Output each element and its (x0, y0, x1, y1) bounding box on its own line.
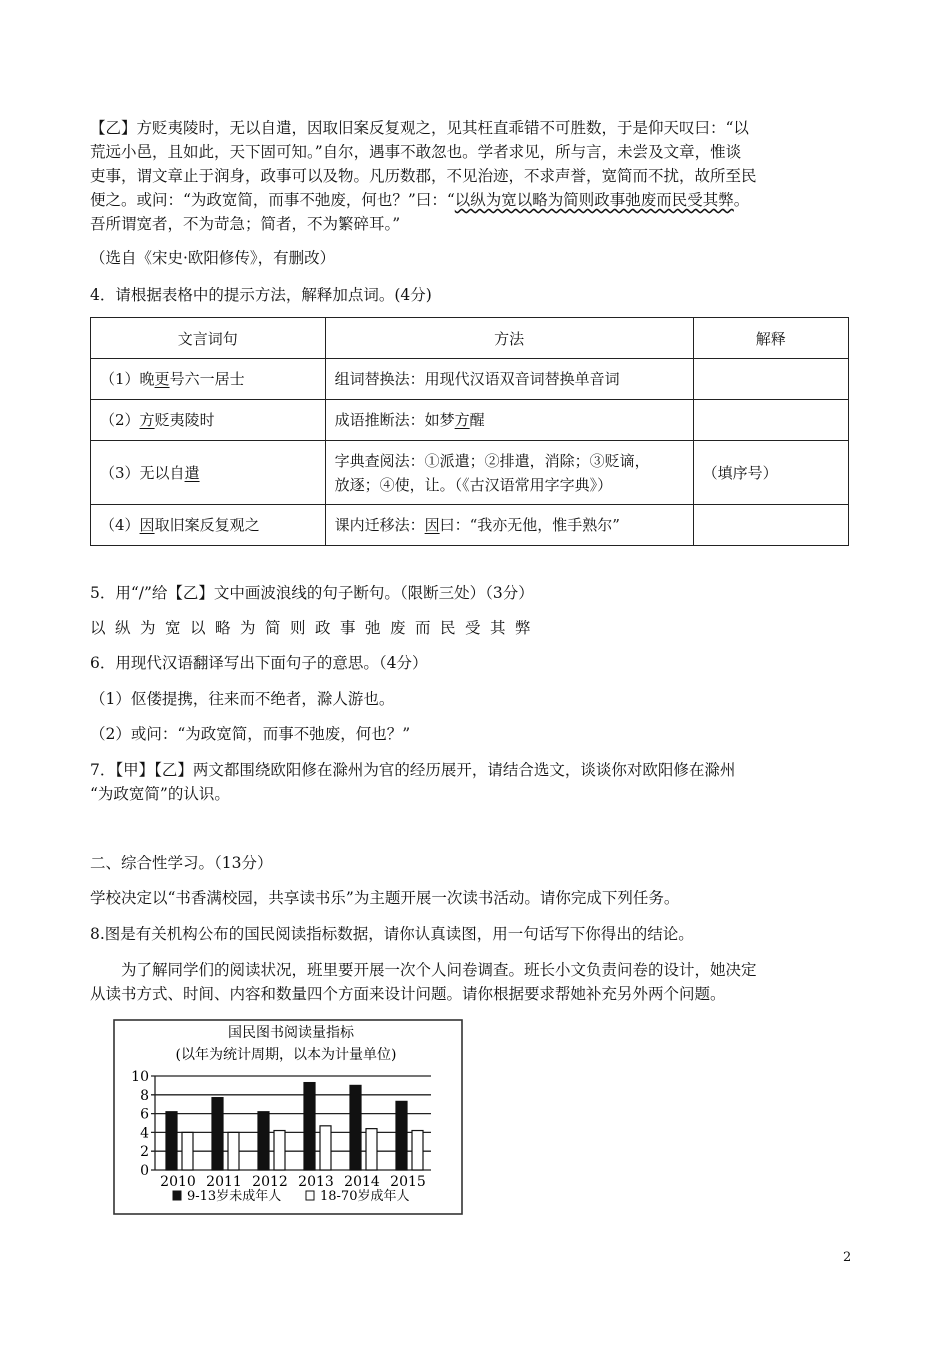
passage-line: 吏事，谓文章止于润身，政事可以及物。凡历数郡，不见治迹，不求声誉，宽简而不扰，故所至民 (90, 167, 757, 185)
y-tick-label: 0 (140, 1163, 149, 1179)
x-tick-label: 2014 (344, 1174, 380, 1190)
reading-chart (113, 1019, 463, 1215)
part2-title: 二、综合性学习。（13分） (90, 854, 273, 872)
legend-swatch-minor (173, 1191, 181, 1200)
q6-sentence-1: （1）伛偻提携，往来而不绝者，滁人游也。 (90, 690, 395, 708)
x-tick-label: 2012 (252, 1174, 288, 1190)
passage-line: 便之。或问：“为政宽简，而事不弛废，何也？”曰：“以纵为宽以略为简则政事弛废而民受其弊。 (90, 191, 750, 209)
method-cell: 组词替换法：用现代汉语双音词替换单音词 (325, 359, 693, 400)
y-tick-label: 2 (140, 1144, 149, 1161)
y-tick-label: 4 (140, 1125, 149, 1142)
y-tick-label: 6 (140, 1106, 149, 1123)
phrase-cell: （1）晚更号六一居士 (91, 359, 326, 400)
table-row (91, 400, 849, 441)
page-number: 2 (843, 1250, 852, 1265)
legend-label-minor: 9-13岁未成年人 (187, 1189, 282, 1204)
q6-sentence-2: （2）或问：“为政宽简，而事不弛废，何也？” (90, 725, 411, 743)
passage-line: 【乙】方贬夷陵时，无以自遣，因取旧案反复观之，见其枉直乖错不可胜数，于是仰天叹曰：“以 (90, 119, 749, 137)
y-tick-label: 8 (140, 1087, 149, 1104)
bar-minor (166, 1112, 177, 1170)
part2-intro: 学校决定以“书香满校园，共享读书乐”为主题开展一次读书活动。请你完成下列任务。 (90, 889, 680, 907)
dotted-word: 遣 (184, 463, 200, 482)
legend-swatch-adult (306, 1191, 314, 1200)
bar-adult (320, 1126, 331, 1170)
x-tick-label: 2011 (206, 1174, 242, 1190)
bar-minor (396, 1101, 407, 1170)
phrase-cell: （3）无以自遣 (91, 441, 326, 505)
passage-line: 荒远小邑，且如此，天下固可知。”自尔，遇事不敢忽也。学者求见，所与言，未尝及文章，惟谈 (90, 143, 742, 161)
bar-adult (366, 1129, 377, 1170)
dotted-word: 方 (139, 411, 155, 429)
x-tick-label: 2010 (160, 1174, 196, 1190)
answer-cell[interactable]: （填序号） (693, 441, 848, 505)
passage-source: （选自《宋史·欧阳修传》，有删改） (90, 249, 336, 267)
x-tick-label: 2013 (298, 1174, 334, 1190)
y-tick-label: 10 (131, 1069, 149, 1085)
phrase-cell: （4）因取旧案反复观之 (91, 505, 326, 546)
method-cell: 课内迁移法：因曰：“我亦无他，惟手熟尔” (325, 505, 693, 546)
q7: 7．【甲】【乙】两文都围绕欧阳修在滁州为官的经历展开，请结合选文，谈谈你对欧阳修在滁州 “为政宽简”的认识。 (90, 761, 736, 803)
table-row (91, 441, 849, 505)
table-row (91, 505, 849, 546)
table-row (91, 359, 849, 400)
q4-table (90, 317, 849, 546)
method-cell: 字典查阅法：①派遣；②排遣，消除；③贬谪， 放逐；④使，让。（《古汉语常用字字典》） (325, 441, 693, 505)
column-header: 文言词句 (91, 318, 326, 359)
bar-adult (412, 1131, 423, 1170)
dotted-word: 更 (154, 370, 170, 388)
answer-cell[interactable] (693, 359, 848, 400)
column-header: 解释 (693, 318, 848, 359)
q5-title: 5．用“/”给【乙】文中画波浪线的句子断句。（限断三处）（3分） (90, 584, 534, 602)
bar-adult (228, 1132, 239, 1170)
x-tick-label: 2015 (390, 1174, 426, 1190)
q8: 8.图是有关机构公布的国民阅读指标数据，请你认真读图，用一句话写下你得出的结论。 (90, 925, 694, 943)
bar-adult (274, 1131, 285, 1170)
phrase-cell: （2）方贬夷陵时 (91, 400, 326, 441)
bar-minor (212, 1098, 223, 1170)
table-header-row (91, 318, 849, 359)
dotted-word: 因 (139, 516, 155, 534)
chart-title: 国民图书阅读量指标 (228, 1025, 354, 1041)
bar-minor (258, 1112, 269, 1170)
column-header: 方法 (325, 318, 693, 359)
q5-sentence: 以纵为宽以略为简则政事弛废而民受其弊 (90, 619, 541, 637)
passage-yi (90, 116, 860, 236)
q6-title: 6．用现代汉语翻译写出下面句子的意思。（4分） (90, 654, 428, 672)
survey-paragraph: 为了解同学们的阅读状况，班里要开展一次个人问卷调查。班长小文负责问卷的设计，她决定 从读书方式、时间、内容和数量四个方面来设计问题。请你根据要求帮她补充另外两个问题。 (90, 961, 757, 1003)
passage-line: 吾所谓宽者，不为苛急；简者，不为繁碎耳。” (90, 215, 401, 233)
bar-minor (304, 1083, 315, 1170)
bar-adult (182, 1132, 193, 1170)
legend-label-adult: 18-70岁成年人 (320, 1189, 410, 1204)
wavy-sentence: 以纵为宽以略为简则政事弛废而民受其弊 (454, 191, 734, 209)
bar-minor (350, 1085, 361, 1170)
answer-cell[interactable] (693, 505, 848, 546)
answer-cell[interactable] (693, 400, 848, 441)
chart-subtitle: (以年为统计周期，以本为计量单位) (175, 1047, 397, 1063)
method-cell: 成语推断法：如梦方醒 (325, 400, 693, 441)
q4-title: 4．请根据表格中的提示方法，解释加点词。(4分) (90, 286, 432, 304)
